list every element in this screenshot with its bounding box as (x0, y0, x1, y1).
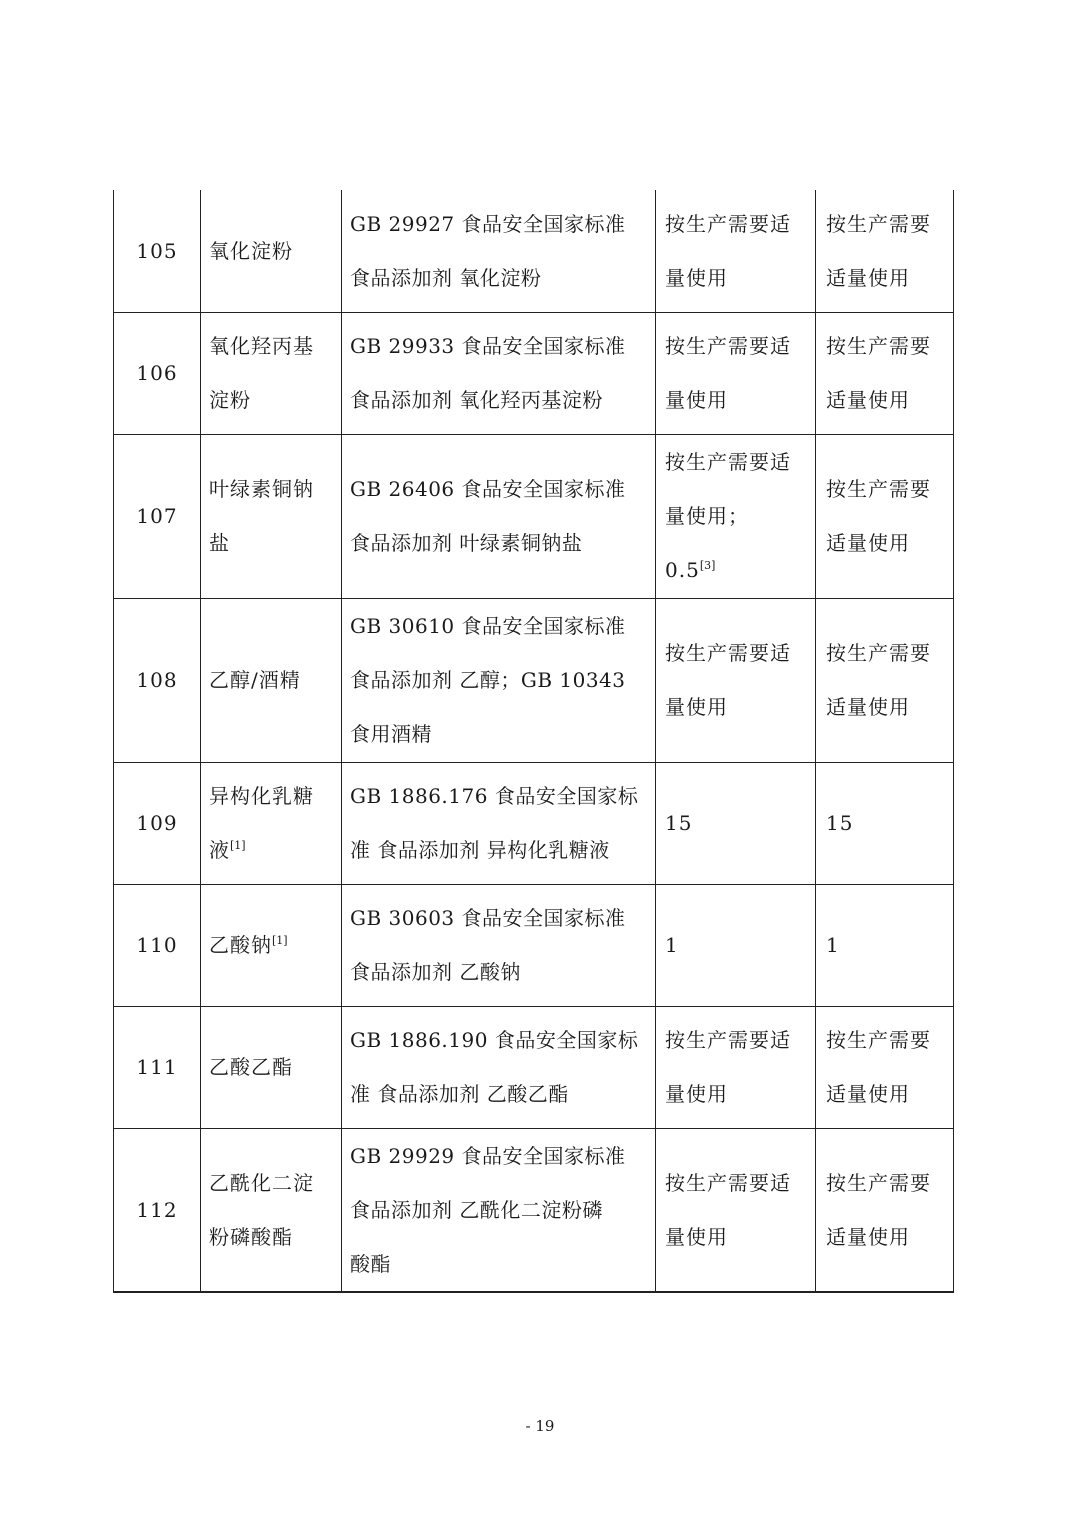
table-row (114, 598, 954, 762)
quality-standard: GB 26406 食品安全国家标准 食品添加剂 叶绿素铜钠盐 (342, 434, 656, 598)
quality-standard: GB 1886.176 食品安全国家标 准 食品添加剂 异构化乳糖液 (342, 762, 656, 884)
max-usage-a: 按生产需要适 量使用 (656, 312, 816, 434)
table-row (114, 884, 954, 1006)
table-row (114, 190, 954, 312)
max-usage-b: 按生产需要 适量使用 (816, 312, 954, 434)
max-usage-a: 按生产需要适 量使用 (656, 1128, 816, 1292)
additive-name: 乙酰化二淀 粉磷酸酯 (201, 1128, 342, 1292)
table-row (114, 1006, 954, 1128)
max-usage-a: 15 (656, 762, 816, 884)
table-row (114, 312, 954, 434)
additive-name: 乙酸乙酯 (201, 1006, 342, 1128)
row-number: 112 (114, 1128, 201, 1292)
additive-name: 异构化乳糖 液[1] (201, 762, 342, 884)
max-usage-b: 15 (816, 762, 954, 884)
quality-standard: GB 30610 食品安全国家标准 食品添加剂 乙醇；GB 10343 食用酒精 (342, 598, 656, 762)
footnote-ref: [1] (230, 839, 246, 852)
quality-standard: GB 29927 食品安全国家标准 食品添加剂 氧化淀粉 (342, 190, 656, 312)
max-usage-b: 1 (816, 884, 954, 1006)
row-number: 106 (114, 312, 201, 434)
additive-name: 氧化淀粉 (201, 190, 342, 312)
additive-name: 氧化羟丙基 淀粉 (201, 312, 342, 434)
table-row (114, 434, 954, 598)
quality-standard: GB 29933 食品安全国家标准 食品添加剂 氧化羟丙基淀粉 (342, 312, 656, 434)
max-usage-a: 按生产需要适 量使用 (656, 1006, 816, 1128)
max-usage-a: 按生产需要适 量使用 (656, 598, 816, 762)
additive-name: 叶绿素铜钠 盐 (201, 434, 342, 598)
table-row (114, 762, 954, 884)
row-number: 107 (114, 434, 201, 598)
row-number: 105 (114, 190, 201, 312)
additive-name: 乙酸钠[1] (201, 884, 342, 1006)
row-number: 108 (114, 598, 201, 762)
additive-name: 乙醇/酒精 (201, 598, 342, 762)
footnote-ref: [3] (699, 559, 716, 572)
max-usage-b: 按生产需要 适量使用 (816, 598, 954, 762)
quality-standard: GB 1886.190 食品安全国家标 准 食品添加剂 乙酸乙酯 (342, 1006, 656, 1128)
quality-standard: GB 30603 食品安全国家标准 食品添加剂 乙酸钠 (342, 884, 656, 1006)
max-usage-b: 按生产需要 适量使用 (816, 190, 954, 312)
row-number: 110 (114, 884, 201, 1006)
row-number: 109 (114, 762, 201, 884)
max-usage-a: 按生产需要适 量使用； 0.5[3] (656, 434, 816, 598)
max-usage-b: 按生产需要 适量使用 (816, 1006, 954, 1128)
table-row (114, 1128, 954, 1292)
max-usage-b: 按生产需要 适量使用 (816, 434, 954, 598)
row-number: 111 (114, 1006, 201, 1128)
max-usage-a: 1 (656, 884, 816, 1006)
quality-standard: GB 29929 食品安全国家标准 食品添加剂 乙酰化二淀粉磷 酸酯 (342, 1128, 656, 1292)
page-number: - 19 (525, 1417, 555, 1435)
footnote-ref: [1] (272, 934, 288, 947)
max-usage-b: 按生产需要 适量使用 (816, 1128, 954, 1292)
max-usage-a: 按生产需要适 量使用 (656, 190, 816, 312)
additive-table (113, 190, 954, 1293)
